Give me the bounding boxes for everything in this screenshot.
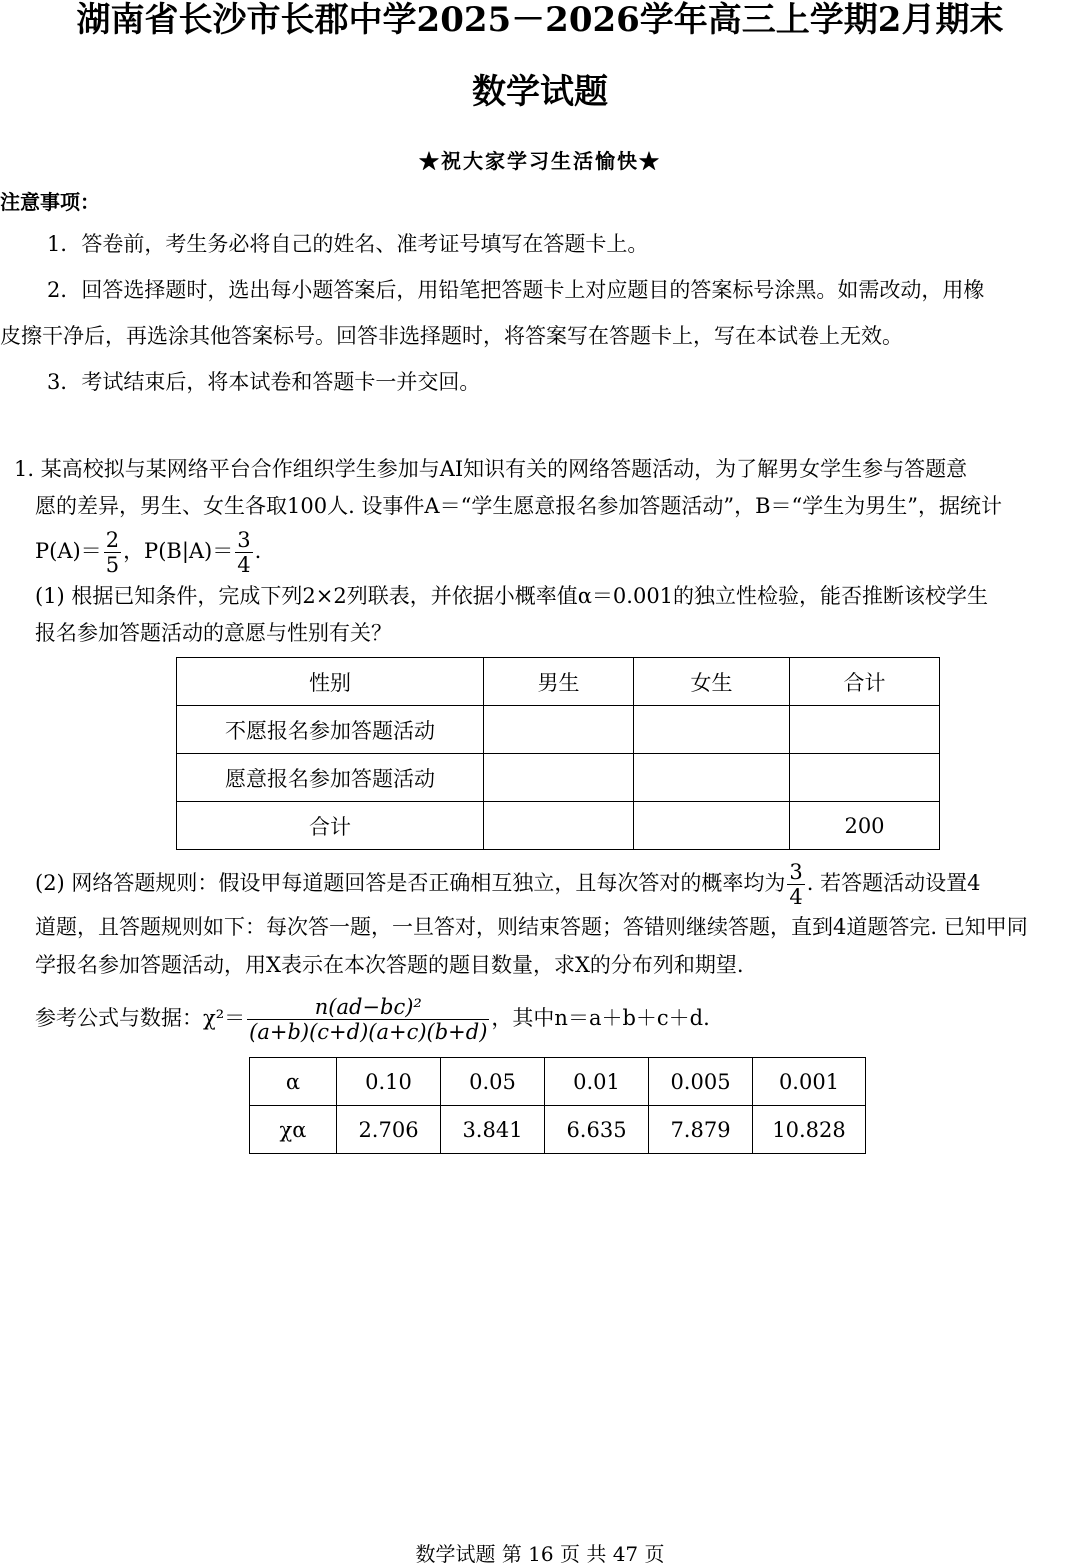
table-cell: 2.706 [337,1106,441,1154]
fraction-2-5: $\frac{2}{5}$ [105,528,120,577]
table-cell [634,802,790,850]
table-cell: 合计 [790,658,940,706]
part2-line: 学报名参加答题活动，用X表示在本次答题的题目数量，求X的分布列和期望. [35,953,744,977]
table-row [250,1106,866,1154]
table-row [177,658,940,706]
table-cell: 0.001 [753,1058,866,1106]
table-row [177,706,940,754]
part2-line: 道题，且答题规则如下：每次答一题，一旦答对，则结束答题；答错则继续答题，直到4道题答完. 已知甲同 [35,915,1028,939]
table-cell: 0.10 [337,1058,441,1106]
chi-square-table [249,1057,866,1154]
notice-title: 注意事项： [0,190,100,214]
notice-item: 2．回答选择题时，选出每小题答案后，用铅笔把答题卡上对应题目的答案标号涂黑。如需改动，用橡 [47,278,985,302]
table-cell [634,706,790,754]
part2-line: (2) 网络答题规则：假设甲每道题回答是否正确相互独立，且每次答对的概率均为 $\frac{3}{4}$ . 若答题活动设置4 [35,860,981,909]
table-cell: 合计 [177,802,484,850]
table-cell [790,706,940,754]
table-row [250,1058,866,1106]
table-cell: 200 [790,802,940,850]
exam-subject-title: 数学试题 [472,72,608,112]
prob-pa: P(A)＝ [35,539,102,563]
notice-item: 皮擦干净后，再选涂其他答案标号。回答非选择题时，将答案写在答题卡上，写在本试卷上无效。 [0,324,903,348]
table-cell: 0.01 [545,1058,649,1106]
table-cell [484,754,634,802]
table-cell [790,754,940,802]
table-cell: 不愿报名参加答题活动 [177,706,484,754]
table-cell [634,754,790,802]
table-row [177,802,940,850]
chi-square-fraction: $\frac{\text{n(ad−bc)²}}{(a+b)(c+d)(a+c)(b+d)}$ [249,995,488,1044]
notice-item: 1．答卷前，考生务必将自己的姓名、准考证号填写在答题卡上。 [47,232,649,256]
table-row [177,754,940,802]
table-cell: 3.841 [441,1106,545,1154]
fraction-3-4: $\frac{3}{4}$ [237,528,251,577]
table-cell: χα [250,1106,337,1154]
exam-title: 湖南省长沙市长郡中学2025－2026学年高三上学期2月期末 [76,0,1004,40]
probability-line: P(A)＝ $\frac{2}{5}$ ，P(B|A)＝ $\frac{3}{4}$ . [35,528,262,577]
table-cell: 愿意报名参加答题活动 [177,754,484,802]
part1-line: 报名参加答题活动的意愿与性别有关？ [35,621,392,645]
reference-formula: 参考公式与数据：χ²＝ $\frac{\text{n(ad−bc)²}}{(a+b)(c+d)(a+c)(b+d)}$ ，其中n＝a＋b＋c＋d. [35,995,710,1044]
notice-item: 3．考试结束后，将本试卷和答题卡一并交回。 [47,370,481,394]
table-cell: 10.828 [753,1106,866,1154]
table-cell [484,706,634,754]
table-cell: 0.05 [441,1058,545,1106]
table-cell: 6.635 [545,1106,649,1154]
prob-pba: ，P(B|A)＝ [123,539,234,563]
page-footer: 数学试题 第 16 页 共 47 页 [415,1542,665,1566]
table-cell: α [250,1058,337,1106]
wish-line: ★祝大家学习生活愉快★ [419,149,661,173]
table-cell [484,802,634,850]
table-cell: 女生 [634,658,790,706]
table-cell: 7.879 [649,1106,753,1154]
fraction-3-4: $\frac{3}{4}$ [789,860,803,909]
contingency-table [176,657,940,850]
table-cell: 性别 [177,658,484,706]
table-cell: 0.005 [649,1058,753,1106]
question-line: 愿的差异，男生、女生各取100人. 设事件A＝“学生愿意报名参加答题活动”，B＝“学生为男生”，据统计 [35,494,1002,518]
table-cell: 男生 [484,658,634,706]
part1-line: (1) 根据已知条件，完成下列2×2列联表，并依据小概率值α＝0.001的独立性检验，能否推断该校学生 [35,584,989,608]
question-line: 1. 某高校拟与某网络平台合作组织学生参加与AI知识有关的网络答题活动，为了解男女学生参与答题意 [14,457,968,481]
